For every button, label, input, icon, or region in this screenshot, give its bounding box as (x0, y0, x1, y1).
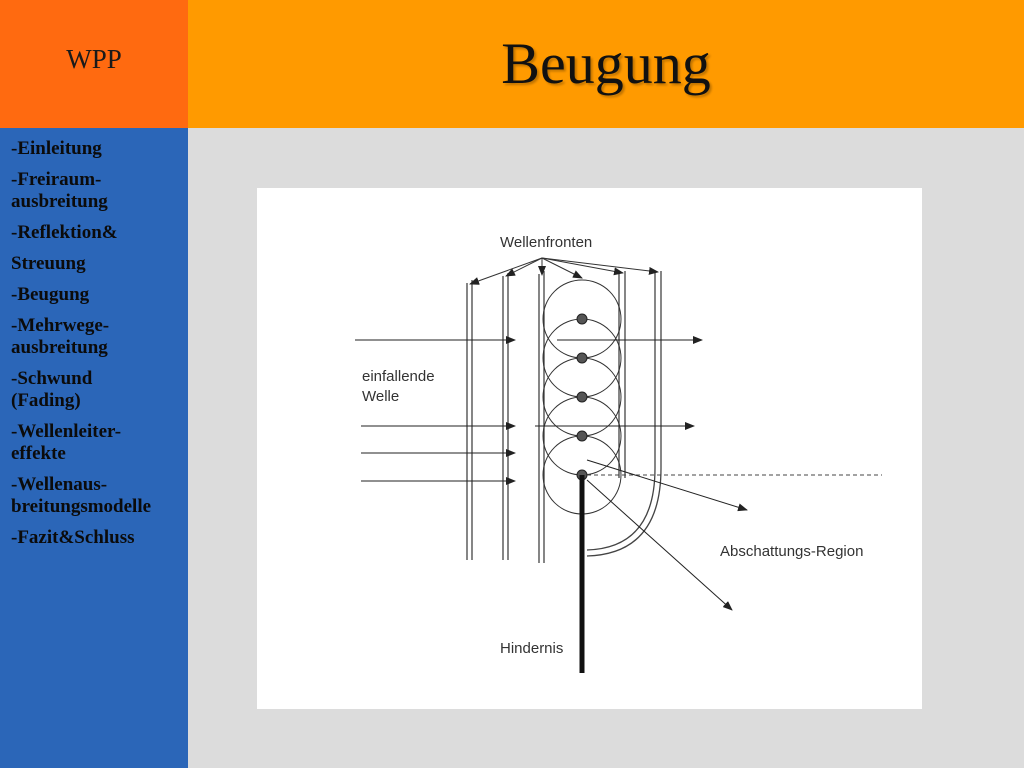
diffraction-diagram (257, 188, 922, 709)
header-bar (188, 0, 1024, 128)
label-arrows (470, 258, 658, 284)
nav-item-schwund[interactable]: -Schwund (Fading) (11, 368, 93, 411)
nav-item-wellenausbreitungsmodelle[interactable]: -Wellenaus- breitungsmodelle (11, 474, 152, 517)
nav-item-mehrwegeausbreitung[interactable]: -Mehrwege- ausbreitung (11, 315, 110, 358)
diffraction-figure (257, 188, 922, 709)
logo-text: WPP (66, 44, 122, 74)
nav-item-wellenleitereffekte[interactable]: -Wellenleiter- effekte (11, 421, 122, 464)
nav-item-reflektion[interactable]: -Reflektion& (11, 222, 118, 243)
logo-box (0, 0, 188, 128)
sidebar (0, 128, 188, 768)
label-welle: Welle (362, 388, 400, 405)
label-abschattung: Abschattungs-Region (720, 543, 864, 560)
wavefronts (467, 271, 661, 563)
huygens-points (577, 314, 587, 480)
nav-item-beugung[interactable]: -Beugung (11, 284, 90, 305)
label-wellenfronten: Wellenfronten (500, 234, 593, 251)
nav-item-einleitung[interactable]: -Einleitung (11, 138, 102, 159)
sidebar-nav (11, 138, 187, 558)
nav-item-freiraumausbreitung[interactable]: -Freiraum- ausbreitung (11, 169, 108, 212)
diffracted-arrows (587, 460, 747, 610)
nav-item-fazit[interactable]: -Fazit&Schluss (11, 527, 135, 548)
nav-item-streuung[interactable]: Streuung (11, 253, 86, 274)
label-hindernis: Hindernis (500, 640, 564, 657)
incident-arrows (355, 340, 515, 481)
slide-title: Beugung (501, 31, 711, 96)
label-einfallende: einfallende (362, 368, 435, 385)
